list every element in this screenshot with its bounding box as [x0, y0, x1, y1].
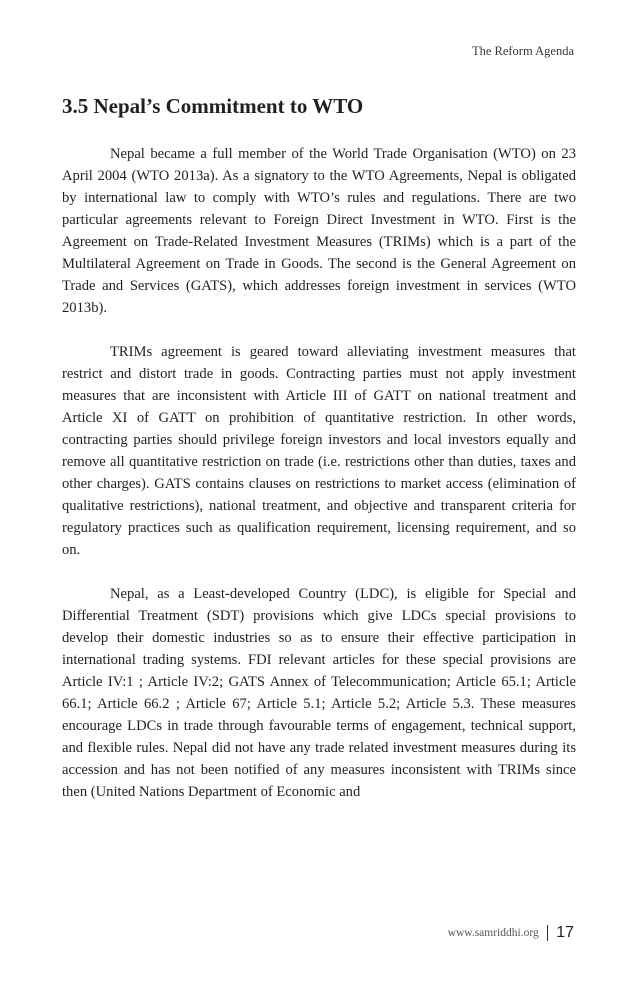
- paragraph-trims-agreement: TRIMs agreement is geared toward alleviating investment measures that restrict and distort trade in goods. Contracting parties must not apply investment measures that are inconsistent with Article III of GATT on national treatment and Article XI of GATT on prohibition of quantitative restriction. In other words, contracting parties should privilege foreign investors and local investors equally and remove all quantitative restriction on trade (i.e. restrictions other than duties, taxes and other charges). GATS contains clauses on restrictions to market access (elimination of qualitative restrictions), national treatment, and objective and transparent criteria for regulatory practices such as qualification requirement, licensing requirement, and so on.: [62, 344, 576, 558]
- footer-url: www.samriddhi.org: [447, 927, 539, 939]
- paragraph-ldc-provisions: Nepal, as a Least-developed Country (LDC), is eligible for Special and Differential Treatment (SDT) provisions which give LDCs special provisions to develop their domestic industries so as to ensure their effective participation in international trading systems. FDI relevant articles for these special provisions are Article IV:1 ; Article IV:2; GATS Annex of Telecommunication; Article 65.1; Article 66.1; Article 66.2 ; Article 67; Article 5.1; Article 5.2; Article 5.3. These measures encourage LDCs in trade through favourable terms of engagement, technical support, and flexible rules. Nepal did not have any trade related investment measures during its accession and has not been notified of any measures inconsistent with TRIMs since then (United Nations Department of Economic and: [62, 586, 576, 800]
- page-number: 17: [556, 924, 574, 941]
- running-header: The Reform Agenda: [471, 44, 574, 58]
- section-heading: 3.5 Nepal’s Commitment to WTO: [62, 94, 364, 118]
- footer-separator: [547, 925, 549, 941]
- page-footer: [448, 924, 574, 942]
- body-text: [62, 143, 576, 825]
- paragraph-wto-membership: Nepal became a full member of the World Trade Organisation (WTO) on 23 April 2004 (WTO 2013a). As a signatory to the WTO Agreements, Nepal is obligated by international law to comply with WTO’s rules and regulations. There are two particular agreements relevant to Foreign Direct Investment in WTO. First is the Agreement on Trade-Related Investment Measures (TRIMs) which is a part of the Multilateral Agreement on Trade in Goods. The second is the General Agreement on Trade and Services (GATS), which addresses foreign investment in services (WTO 2013b).: [62, 146, 576, 316]
